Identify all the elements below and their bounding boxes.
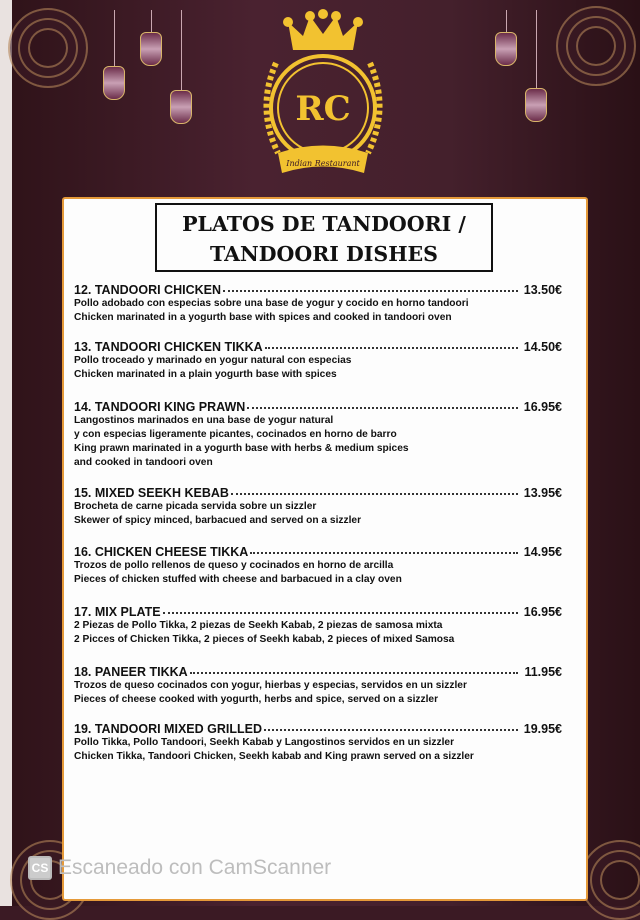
dot-leader (223, 290, 518, 292)
menu-item-price: 14.95€ (523, 545, 562, 559)
lamp-string (151, 10, 152, 34)
lamp-string (114, 10, 115, 68)
lantern-icon (103, 66, 125, 100)
menu-item-name: 14. TANDOORI KING PRAWN (74, 400, 246, 414)
menu-item-name: 19. TANDOORI MIXED GRILLED (74, 722, 262, 736)
menu-item (74, 605, 562, 647)
camscanner-watermark (28, 856, 331, 880)
menu-item-price: 16.95€ (523, 400, 562, 414)
menu-item-price: 16.95€ (523, 605, 562, 619)
lantern-icon (525, 88, 547, 122)
menu-item-description: 2 Picces of Chicken Tikka, 2 pieces of Seekh kabab, 2 pieces of mixed Samosa (74, 634, 455, 645)
dot-leader (265, 347, 518, 349)
menu-item-price: 11.95€ (524, 665, 562, 679)
menu-item-header (74, 545, 562, 559)
menu-item (74, 340, 562, 382)
dot-leader (250, 552, 517, 554)
menu-item-header (74, 340, 562, 354)
page-edge (0, 0, 12, 906)
lantern-icon (495, 32, 517, 66)
lantern-icon (170, 90, 192, 124)
menu-item-description: and cooked in tandoori oven (74, 457, 213, 468)
menu-item-description: King prawn marinated in a yogurth base with herbs & medium spices (74, 443, 409, 454)
menu-item-header (74, 283, 562, 297)
menu-item-description: Pieces of cheese cooked with yogurth, herbs and spice, served on a sizzler (74, 694, 439, 705)
lantern-icon (140, 32, 162, 66)
menu-item-price: 13.95€ (523, 486, 562, 500)
menu-item-description: Brocheta de carne picada servida sobre un sizzler (74, 501, 317, 512)
menu-item-description: Trozos de pollo rellenos de queso y cocinados en horno de arcilla (74, 560, 394, 571)
mandala-ornament-top-right (556, 6, 636, 86)
menu-item (74, 486, 562, 528)
menu-item-price: 14.50€ (523, 340, 562, 354)
title-line-1: PLATOS DE TANDOORI / (182, 212, 466, 236)
menu-item-name: 13. TANDOORI CHICKEN TIKKA (74, 340, 263, 354)
menu-item-description: Pieces of chicken stuffed with cheese and barbacued in a clay oven (74, 574, 402, 585)
title-line-2: TANDOORI DISHES (209, 242, 438, 266)
menu-item (74, 283, 562, 325)
menu-item-header (74, 665, 562, 679)
menu-item-price: 13.50€ (523, 283, 562, 297)
dot-leader (190, 672, 519, 674)
mandala-ornament-top-left (8, 8, 88, 88)
watermark-text: Escaneado con CamScanner (58, 856, 332, 879)
svg-text:RC: RC (295, 89, 351, 129)
section-title (155, 203, 493, 272)
menu-item-description: y con especias ligeramente picantes, cocinados en horno de barro (74, 429, 397, 440)
dot-leader (264, 729, 518, 731)
menu-item-header (74, 486, 562, 500)
menu-item-description: Chicken marinated in a yogurth base with spices and cooked in tandoori oven (74, 312, 452, 323)
lamp-string (181, 10, 182, 92)
lamp-string (536, 10, 537, 90)
menu-item-name: 12. TANDOORI CHICKEN (74, 283, 222, 297)
dot-leader (163, 612, 518, 614)
menu-item-name: 16. CHICKEN CHEESE TIKKA (74, 545, 249, 559)
menu-item-description: 2 Piezas de Pollo Tikka, 2 piezas de Seekh Kabab, 2 piezas de samosa mixta (74, 620, 443, 631)
menu-item-header (74, 400, 562, 414)
menu-item-description: Pollo troceado y marinado en yogur natural con especias (74, 355, 352, 366)
menu-item-name: 15. MIXED SEEKH KEBAB (74, 486, 229, 500)
menu-item (74, 545, 562, 587)
menu-item-price: 19.95€ (523, 722, 562, 736)
menu-item-description: Chicken marinated in a plain yogurth base with spices (74, 369, 337, 380)
menu-item-description: Trozos de queso cocinados con yogur, hierbas y especias, servidos en un sizzler (74, 680, 467, 691)
menu-item-description: Chicken Tikka, Tandoori Chicken, Seekh kabab and King prawn served on a sizzler (74, 751, 474, 762)
menu-item-name: 17. MIX PLATE (74, 605, 161, 619)
menu-item-header (74, 605, 562, 619)
lamp-string (506, 10, 507, 34)
menu-item (74, 722, 562, 764)
menu-item-description: Skewer of spicy minced, barbacued and served on a sizzler (74, 515, 362, 526)
dot-leader (231, 493, 518, 495)
dot-leader (247, 407, 517, 409)
menu-item-name: 18. PANEER TIKKA (74, 665, 188, 679)
menu-item-header (74, 722, 562, 736)
svg-text:Indian Restaurant: Indian Restaurant (286, 159, 360, 168)
menu-item (74, 400, 562, 470)
menu-item (74, 665, 562, 707)
camscanner-icon: CS (28, 856, 52, 880)
menu-item-description: Langostinos marinados en una base de yogur natural (74, 415, 334, 426)
restaurant-logo (248, 8, 398, 183)
menu-item-description: Pollo adobado con especias sobre una base de yogur y cocido en horno tandoori (74, 298, 469, 309)
menu-item-description: Pollo Tikka, Pollo Tandoori, Seekh Kabab y Langostinos servidos en un sizzler (74, 737, 455, 748)
